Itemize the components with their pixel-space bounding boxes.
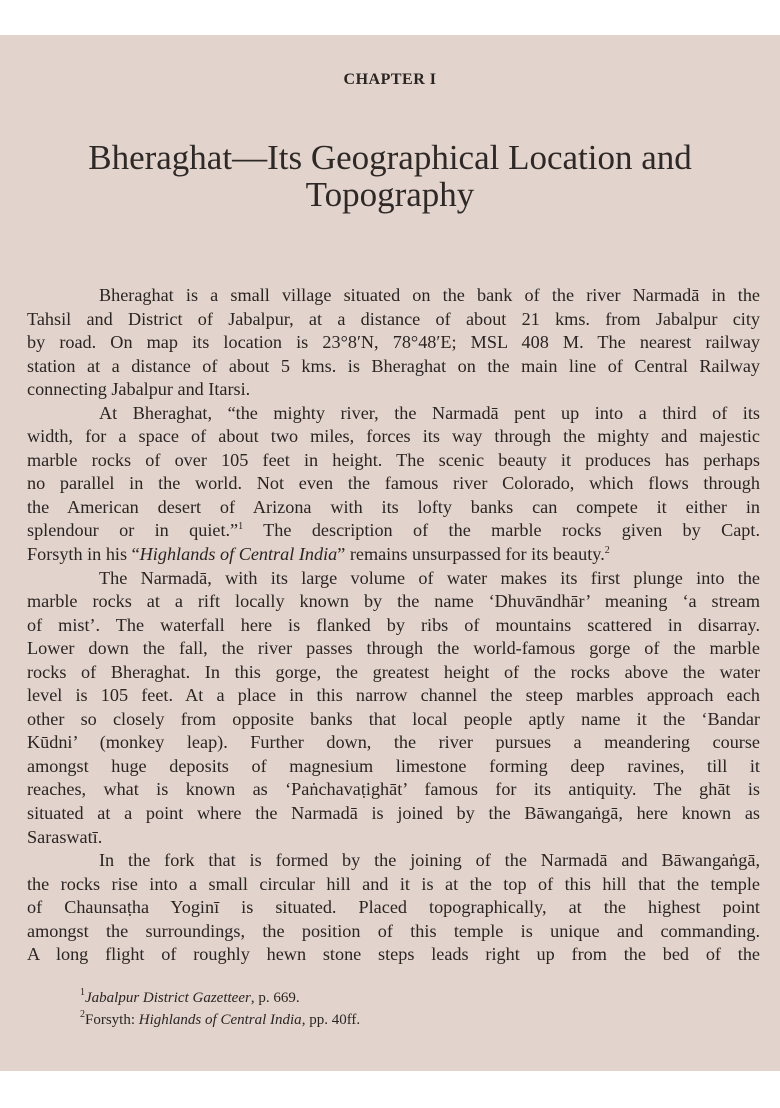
text-line <box>27 543 760 567</box>
text-line <box>27 378 760 402</box>
text-segment: station at a distance of about 5 kms. is Bheraghat on the main line of Central Railway <box>27 355 760 376</box>
text-segment: At Bheraghat, “the mighty river, the Narmadā pent up into a third of its <box>99 402 760 423</box>
body-text <box>27 284 760 967</box>
text-line <box>27 449 760 473</box>
text-segment: splendour or in quiet.” <box>27 520 239 541</box>
text-line <box>27 920 760 944</box>
text-line <box>27 567 760 591</box>
text-segment: Kūdni’ (monkey leap). Further down, the river pursues a meandering course <box>27 732 760 753</box>
text-line <box>27 778 760 802</box>
text-segment: Tahsil and District of Jabalpur, at a distance of about 21 kms. from Jabalpur city <box>27 308 760 329</box>
chapter-title-line: Bheraghat—Its Geographical Location and <box>88 138 692 177</box>
text-line <box>27 755 760 779</box>
text-segment: of Chaunsaṭha Yoginī is situated. Placed topographically, at the highest point <box>27 897 760 918</box>
text-segment: situated at a point where the Narmadā is joined by the Bāwangaṅgā, here known as <box>27 803 760 824</box>
chapter-title-line: Topography <box>305 175 475 214</box>
footnote <box>80 987 360 1009</box>
text-segment: Forsyth: <box>85 1012 139 1028</box>
text-segment: of mist’. The waterfall here is flanked by ribs of mountains scattered in disarray. <box>27 614 760 635</box>
chapter-label: CHAPTER I <box>343 71 437 88</box>
text-segment: Bheraghat is a small village situated on the bank of the river Narmadā in the <box>99 285 760 305</box>
text-line <box>27 308 760 332</box>
text-line <box>27 402 760 426</box>
text-line <box>27 331 760 355</box>
text-segment: width, for a space of about two miles, forces its way through the mighty and majestic <box>27 426 760 447</box>
text-line <box>27 873 760 897</box>
footnote-marker: 1 <box>238 521 244 533</box>
text-line <box>27 896 760 920</box>
footnote <box>80 1009 360 1031</box>
text-segment: rocks of Bheraghat. In this gorge, the greatest height of the rocks above the water <box>27 661 760 682</box>
text-segment: The description of the marble rocks given by Capt. <box>243 520 761 541</box>
footnotes <box>80 987 360 1031</box>
italic-text: Highlands of Central India <box>138 1012 302 1028</box>
text-line <box>27 284 760 308</box>
text-segment: the American desert of Arizona with its lofty banks can compete it either in <box>27 496 760 517</box>
paragraph <box>27 849 760 967</box>
text-line <box>27 684 760 708</box>
text-line <box>27 731 760 755</box>
text-segment: A long flight of roughly hewn stone steps leads right up from the bed of the <box>27 944 760 965</box>
text-segment: ” remains unsurpassed for its beauty. <box>337 544 605 565</box>
italic-text: Jabalpur District Gazetteer <box>85 990 251 1006</box>
text-line <box>27 472 760 496</box>
text-segment: no parallel in the world. Not even the famous river Colorado, which flows through <box>27 473 760 494</box>
text-segment: Forsyth in his “ <box>27 544 140 565</box>
text-line <box>27 519 760 543</box>
text-line <box>27 943 760 967</box>
text-line <box>27 637 760 661</box>
text-line <box>27 425 760 449</box>
footnote-marker: 2 <box>80 1009 85 1020</box>
text-segment: level is 105 feet. At a place in this narrow channel the steep marbles approach each <box>27 685 760 706</box>
text-segment: , p. 669. <box>250 990 300 1006</box>
text-line <box>27 708 760 732</box>
text-segment: by road. On map its location is 23°8′N, 78°48′E; MSL 408 M. The nearest railway <box>27 332 760 353</box>
text-line <box>27 826 760 850</box>
text-segment: marble rocks of over 105 feet in height. The scenic beauty it produces has perhaps <box>27 449 760 470</box>
text-segment: marble rocks at a rift locally known by the name ‘Dhuvāndhār’ meaning ‘a stream <box>27 591 760 612</box>
text-segment: amongst the surroundings, the position of this temple is unique and commanding. <box>27 920 760 941</box>
text-segment: In the fork that is formed by the joining of the Narmadā and Bāwangaṅgā, <box>99 850 760 871</box>
text-line <box>27 590 760 614</box>
text-segment: , pp. 40ff. <box>301 1012 361 1028</box>
text-line <box>27 661 760 685</box>
italic-text: Highlands of Central India <box>139 544 338 565</box>
book-page <box>0 35 780 1071</box>
text-line <box>27 355 760 379</box>
text-segment: The Narmadā, with its large volume of water makes its first plunge into the <box>99 567 760 588</box>
paragraph <box>27 284 760 402</box>
text-line <box>27 849 760 873</box>
chapter-title <box>0 139 780 213</box>
text-line <box>27 496 760 520</box>
text-segment: Lower down the fall, the river passes through the world-famous gorge of the marble <box>27 638 760 659</box>
text-line <box>27 802 760 826</box>
text-segment: other so closely from opposite banks that local people aptly name it the ‘Bandar <box>27 708 760 729</box>
text-segment: reaches, what is known as ‘Paṅchavaṭighāt’ famous for its antiquity. The ghāt is <box>27 779 760 800</box>
paragraph <box>27 567 760 850</box>
text-line <box>27 614 760 638</box>
paragraph <box>27 402 760 567</box>
text-segment: connecting Jabalpur and Itarsi. <box>27 379 251 400</box>
footnote-marker: 1 <box>80 987 85 998</box>
text-segment: Saraswatī. <box>27 826 103 847</box>
text-segment: amongst huge deposits of magnesium limestone forming deep ravines, till it <box>27 755 760 776</box>
footnote-marker: 2 <box>604 545 610 557</box>
text-segment: the rocks rise into a small circular hill and it is at the top of this hill that the temple <box>27 873 760 894</box>
